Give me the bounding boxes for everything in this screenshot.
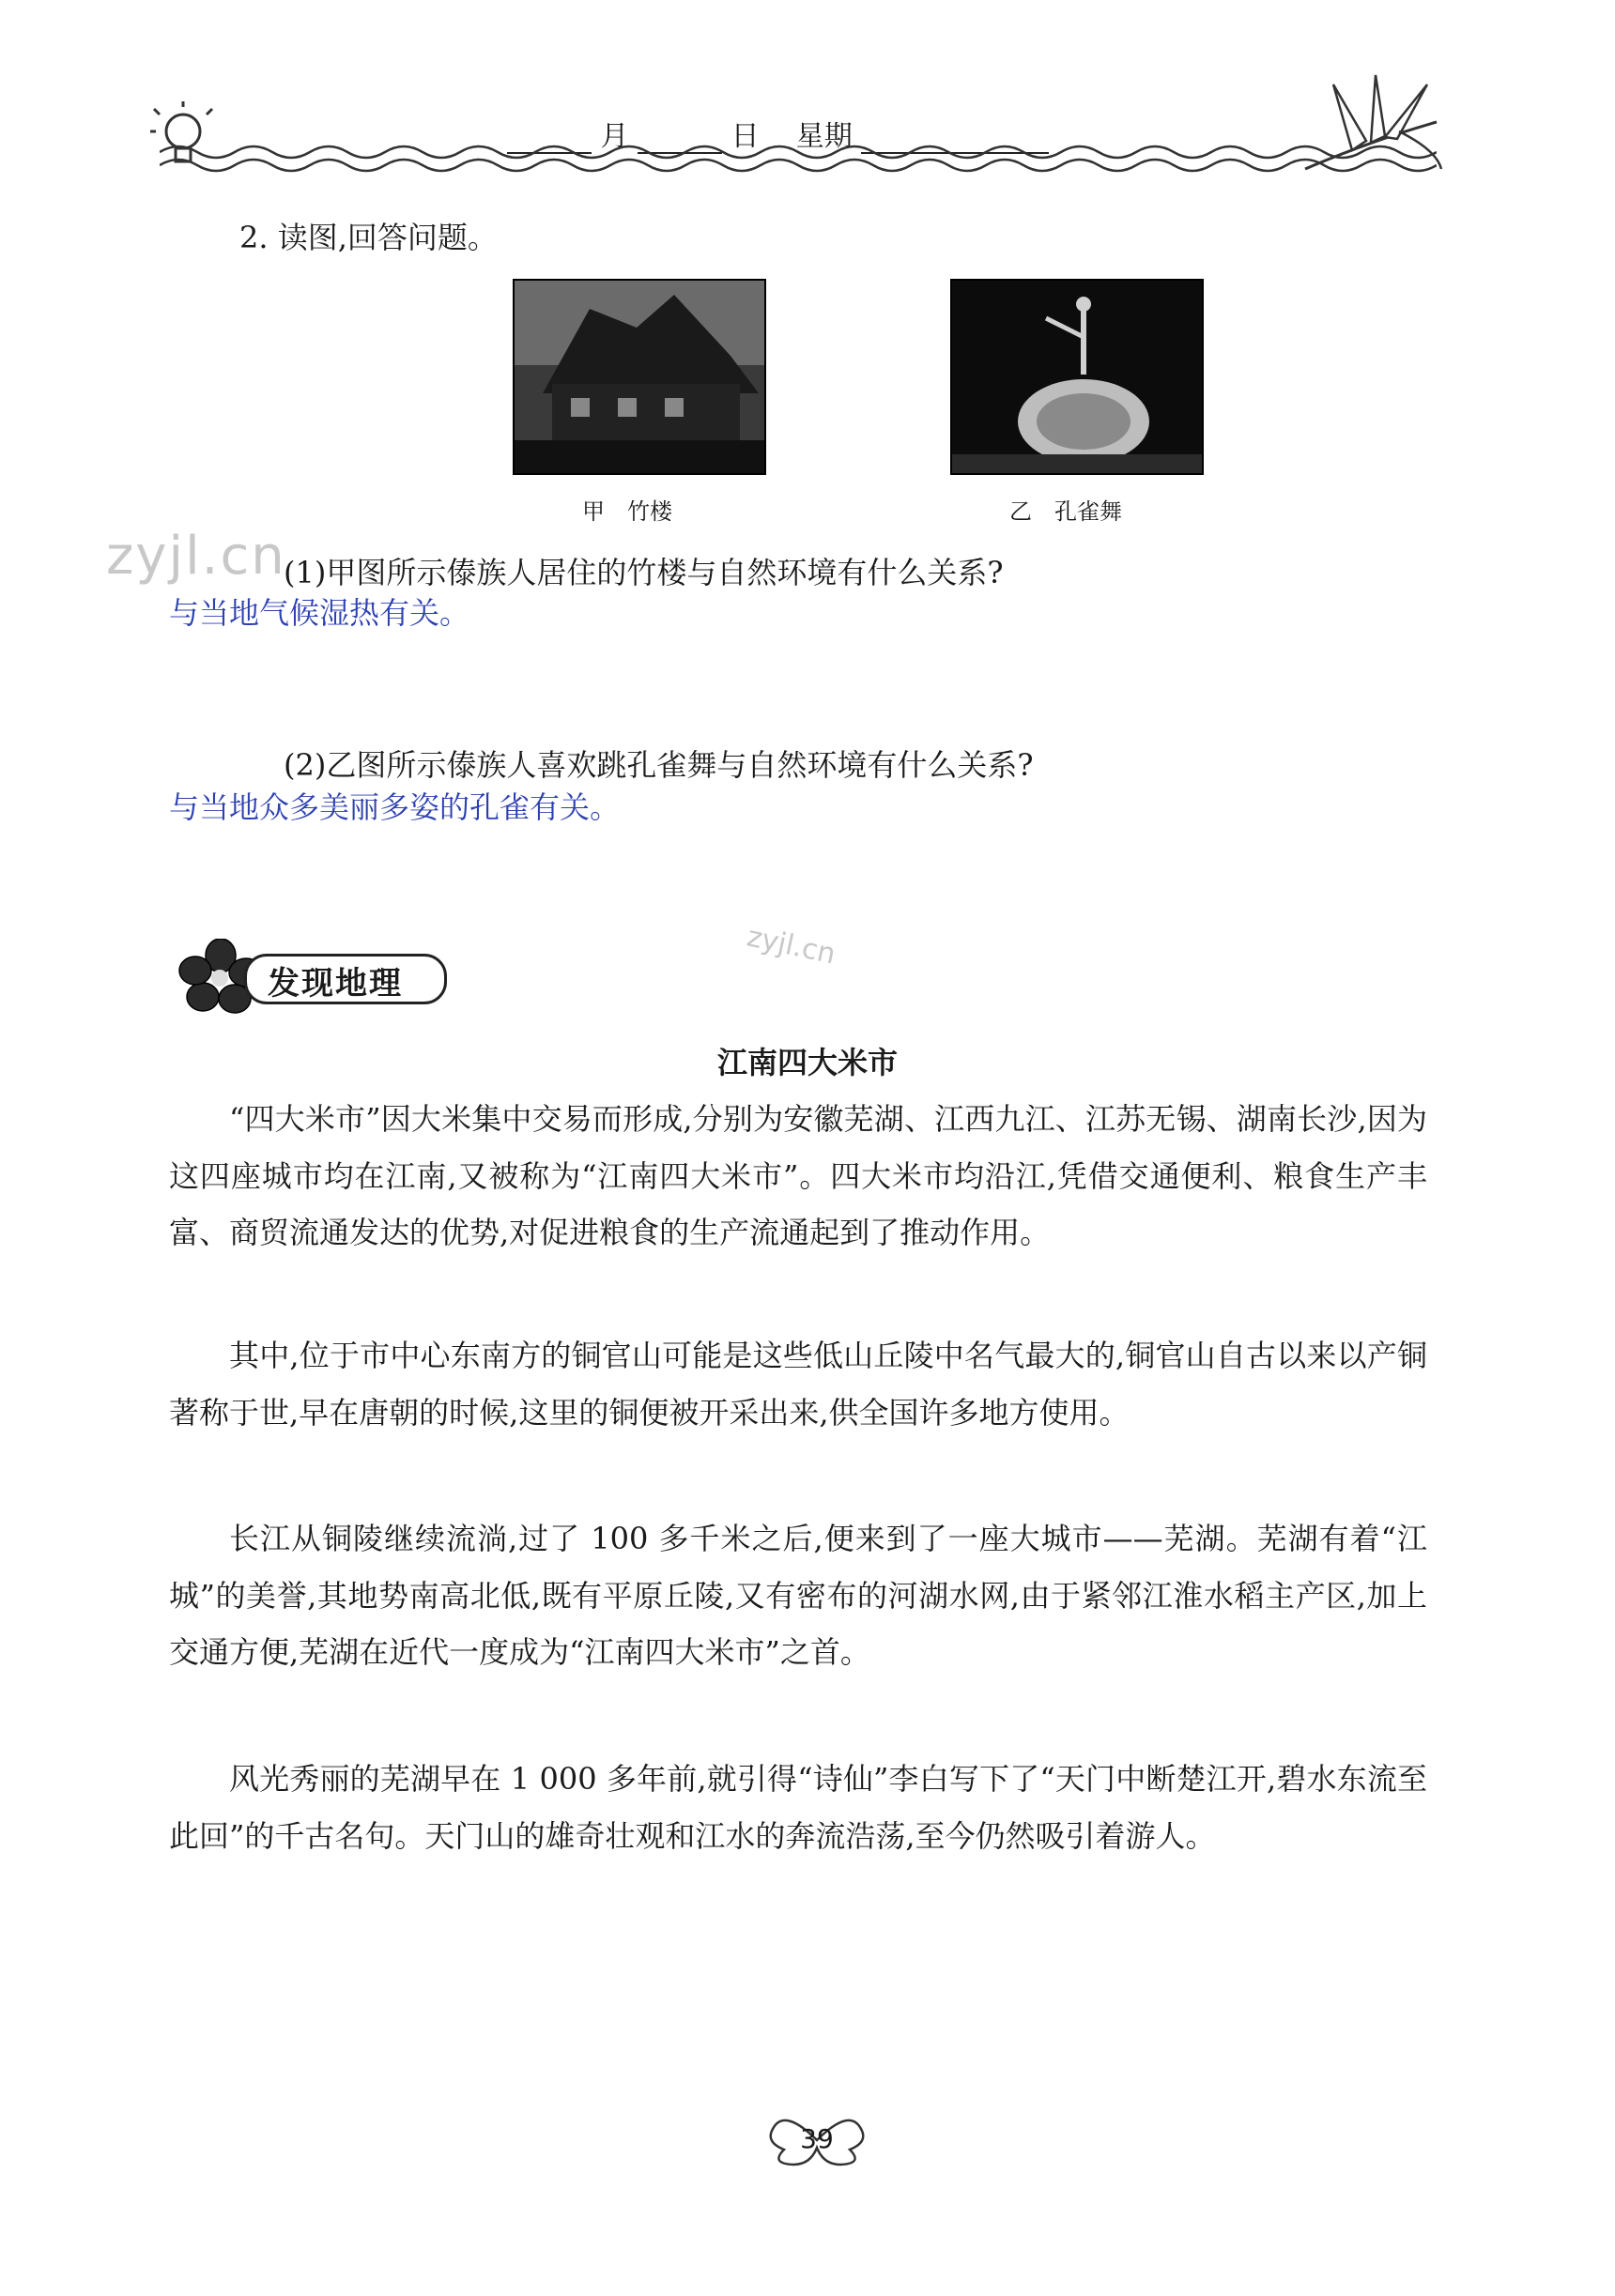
page-number-badge <box>765 2112 869 2168</box>
bird-of-paradise-flower-icon <box>1296 66 1446 178</box>
article-paragraph-3: 长江从铜陵继续流淌,过了 100 多千米之后,便来到了一座大城市——芜湖。芜湖有着“江城”的美誉,其地势南高北低,既有平原丘陵,又有密布的河湖水网,由于紧邻江淮水稻主产区,加上交通方便,芜湖在近代一度成为“江南四大米市”之首。 <box>169 1521 1427 1670</box>
peacock-dance-photo <box>950 279 1204 475</box>
watermark-large: zyjl.cn <box>106 526 286 587</box>
day-label: 日 <box>731 120 760 153</box>
answer-2: 与当地众多美丽多姿的孔雀有关。 <box>169 789 621 825</box>
month-label: 月 <box>600 120 629 153</box>
section-title: 发现地理 <box>268 965 403 1003</box>
figure-caption-jia: 甲 竹楼 <box>582 498 672 525</box>
article-paragraph-1: “四大米市”因大米集中交易而形成,分别为安徽芜湖、江西九江、江苏无锡、湖南长沙,因为这四座城市均在江南,又被称为“江南四大米市”。四大米市均沿江,凭借交通便利、粮食生产丰富、商贸流通发达的优势,对促进粮食的生产流通起到了推动作用。 <box>169 1101 1427 1250</box>
sub-question-2: (2)乙图所示傣族人喜欢跳孔雀舞与自然环境有什么关系? <box>284 747 1034 783</box>
section-badge <box>178 939 460 1014</box>
figure-caption-yi: 乙 孔雀舞 <box>1009 498 1122 525</box>
article-title: 江南四大米市 <box>716 1045 898 1080</box>
weekday-label: 星期 <box>795 120 853 153</box>
sub-question-1: (1)甲图所示傣族人居住的竹楼与自然环境有什么关系? <box>284 555 1004 590</box>
answer-1: 与当地气候湿热有关。 <box>169 595 470 631</box>
page-number: 39 <box>800 2123 834 2154</box>
bamboo-house-photo <box>513 279 766 475</box>
article-paragraph-4: 风光秀丽的芜湖早在 1 000 多年前,就引得“诗仙”李白写下了“天门中断楚江开,碧水东流至此回”的千古名句。天门山的雄奇壮观和江水的奔流浩荡,至今仍然吸引着游人。 <box>169 1761 1427 1854</box>
question-title: 2. 读图,回答问题。 <box>239 220 498 255</box>
article-paragraph-2: 其中,位于市中心东南方的铜官山可能是这些低山丘陵中名气最大的,铜官山自古以来以产铜著称于世,早在唐朝的时候,这里的铜便被开采出来,供全国许多地方使用。 <box>169 1338 1427 1431</box>
watermark-small: zyjl.cn <box>744 920 838 972</box>
header-wave-border <box>160 141 1437 175</box>
